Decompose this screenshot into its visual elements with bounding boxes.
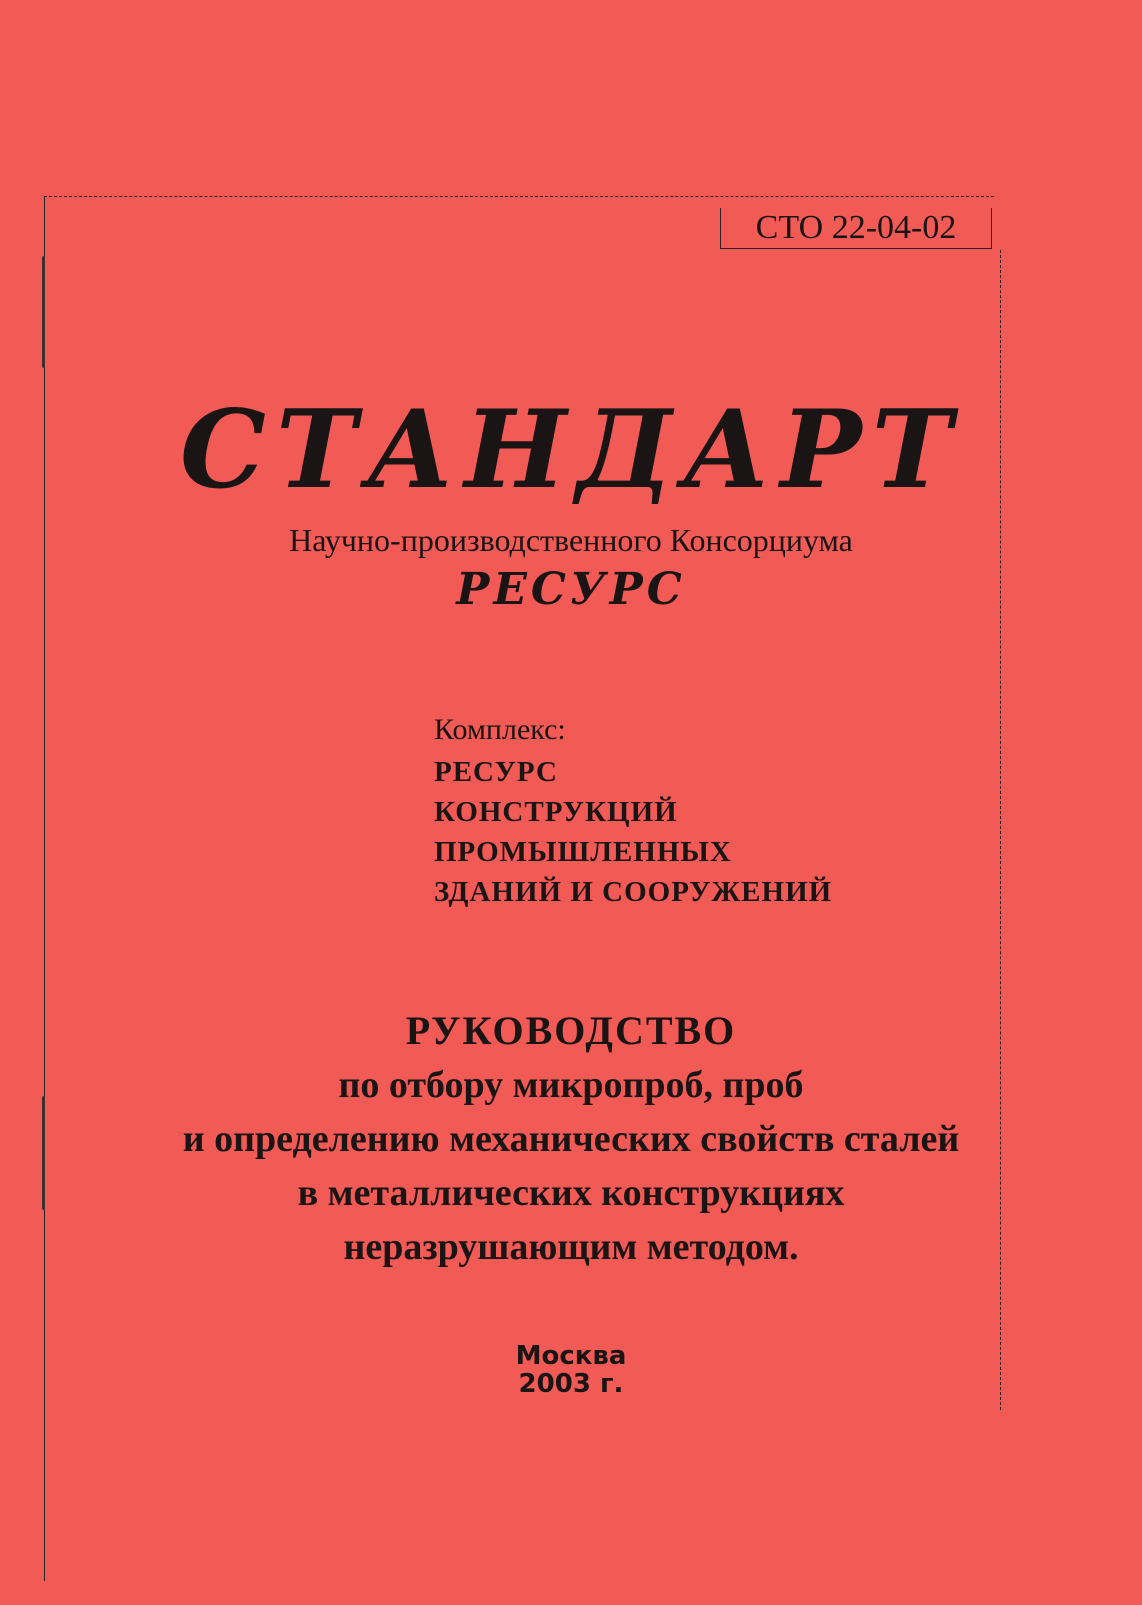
document-title: СТАНДАРТ [180,387,962,513]
staple-icon [42,256,49,368]
complex-line: ЗДАНИЙ И СООРУЖЕНИЙ [434,876,833,908]
guide-line: в металлических конструкциях [297,1172,845,1214]
publication-place: Москва [515,1341,627,1371]
complex-line: КОНСТРУКЦИЙ [434,796,678,828]
guide-line: неразрушающим методом. [343,1226,799,1268]
guide-line: по отбору микропроб, проб [338,1064,804,1106]
organization-name: РЕСУРС [456,564,686,615]
document-subtitle: Научно-производственного Консорциума [289,522,853,558]
guide-title: РУКОВОДСТВО [405,1008,737,1053]
complex-line: РЕСУРС [434,756,558,788]
document-code: СТО 22-04-02 [720,208,992,249]
guide-line: и определению механических свойств сталей [182,1118,960,1160]
guide-description [0,1058,1142,1274]
complex-line: ПРОМЫШЛЕННЫХ [434,836,732,868]
frame-top-line [44,196,994,197]
complex-name [434,752,832,912]
publication-year: 2003 г. [518,1369,624,1399]
complex-label: Комплекс: [434,713,566,746]
